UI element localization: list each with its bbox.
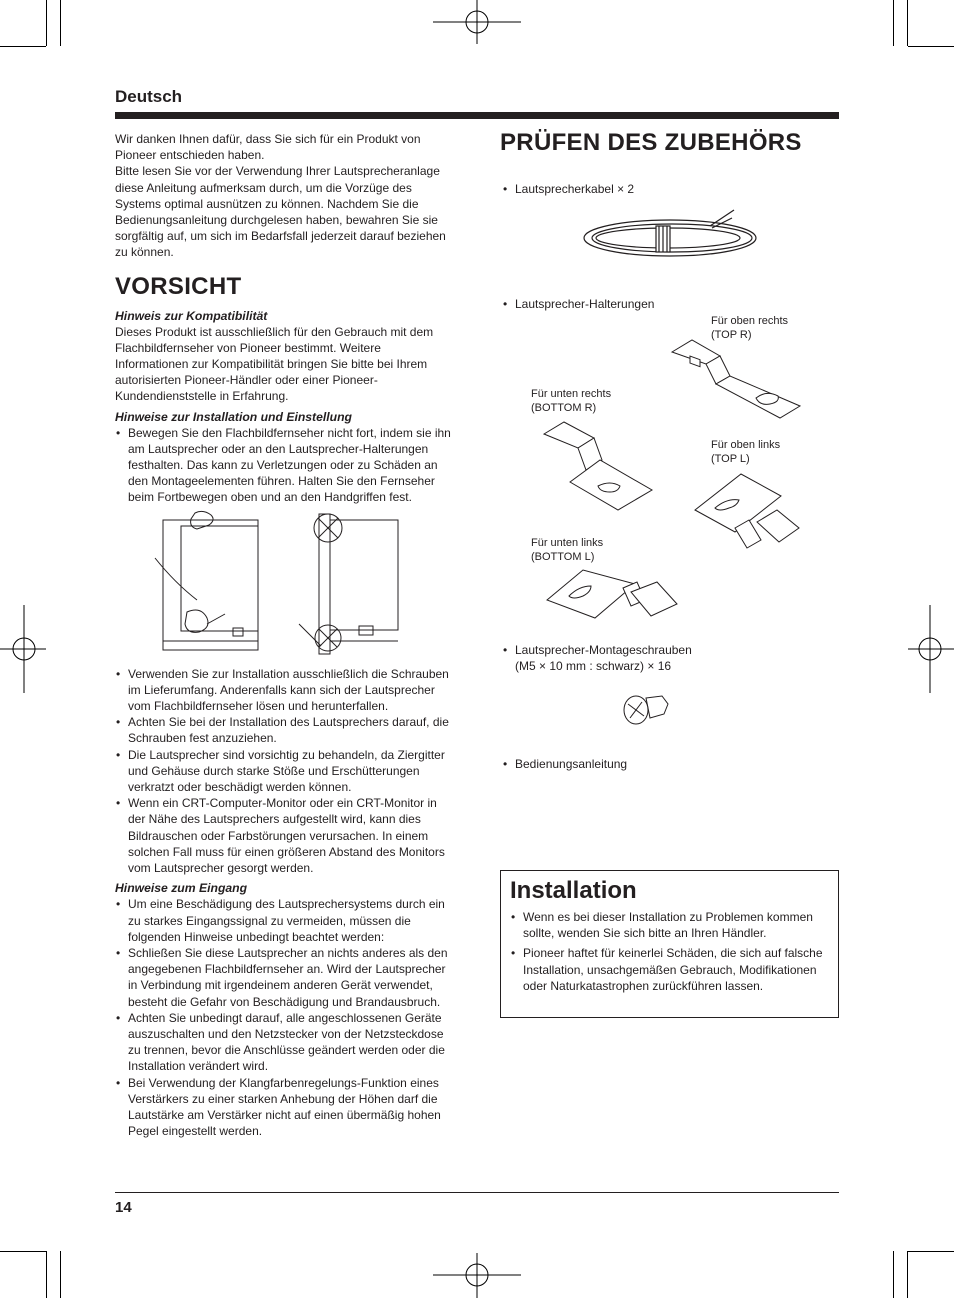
manual-item — [502, 756, 832, 772]
top-r-label: Für oben rechts (TOP R) — [711, 315, 789, 341]
list-item: • Bei Verwendung der Klangfarbenregelungs-Funktion eines Verstärkers zu einer starken Anhebung der Höhen darf die Lautstärke am Verstärker nicht auf einen übermäßig hohen Pegel eingestellt werden. — [115, 1075, 457, 1140]
bracket-bottom-l-icon — [545, 566, 680, 626]
install-list-a — [115, 425, 457, 506]
zubehoer-heading: PRÜFEN DES ZUBEHÖRS — [500, 129, 802, 156]
install-list-b — [115, 666, 457, 877]
left-column — [115, 131, 457, 1139]
screw-icon — [620, 686, 670, 728]
kompat-text: Dieses Produkt ist ausschließlich für den Gebrauch mit dem Flachbildfernseher von Pioneer bestimmt. Weitere Informationen zur Kompatibilität bringen Sie bitte bei Ihrem autorisierten Pioneer-Händler oder einer Pioneer-Kundendienststelle in Erfahrung. — [115, 324, 434, 404]
install-subheading: Hinweise zur Installation und Einstellung — [115, 409, 353, 424]
intro-paragraph-1: Wir danken Ihnen dafür, dass Sie sich für ein Produkt von Pioneer entschieden haben. — [115, 132, 421, 163]
bottom-l-label: Für unten links (BOTTOM L) — [531, 537, 604, 563]
kompat-subheading: Hinweis zur Kompatibilität — [115, 308, 268, 323]
list-item: • Schließen Sie diese Lautsprecher an nichts anderes als den angegebenen Flachbildfernseher an. Wird der Lautsprecher in Verbindung mit irgendeinem anderen Gerät verwendet, besteht die Gefahr von Beschädigung und Brandausbruch. — [115, 945, 457, 1010]
cable-label: • Lautsprecherkabel × 2 — [502, 181, 832, 197]
screws-item — [502, 642, 832, 674]
installation-heading: Installation — [510, 877, 637, 904]
list-item: • Verwenden Sie zur Installation ausschließlich die Schrauben im Lieferumfang. Anderenfalls kann sich der Lautsprecher vom Flachbildfernseher lösen und herunterfallen. — [115, 666, 457, 715]
cable-item — [502, 181, 832, 197]
brackets-item — [502, 296, 702, 312]
list-item: • Wenn ein CRT-Computer-Monitor oder ein CRT-Monitor in der Nähe des Lautsprechers aufgestellt wird, kann dies Bildrauschen oder Farbstörungen verursachen. In einem solchen Fall muss für einen größeren Abstand des Monitors vom Lautsprecher gesorgt werden. — [115, 795, 457, 876]
list-item: • Wenn es bei dieser Installation zu Problemen kommen sollte, wenden Sie sich bitte an Ihren Händler. — [510, 909, 830, 941]
installation-list — [510, 909, 830, 994]
eingang-list — [115, 896, 457, 1139]
list-item: • Pioneer haftet für keinerlei Schäden, die sich auf falsche Installation, unsachgemäßen Gebrauch, Modifikationen oder Naturkatastrophen zurückführen lassen. — [510, 945, 830, 994]
brackets-label: • Lautsprecher-Halterungen — [502, 296, 702, 312]
footer-rule — [115, 1192, 839, 1193]
page-number: 14 — [115, 1199, 132, 1216]
list-item: • Achten Sie bei der Installation des Lautsprechers darauf, die Schrauben fest anzuziehen. — [115, 714, 457, 746]
top-l-label: Für oben links (TOP L) — [711, 439, 781, 465]
speaker-cable-illustration — [580, 206, 770, 266]
tv-handling-illustration — [115, 506, 457, 666]
list-item: • Um eine Beschädigung des Lautsprechersystems durch ein zu starkes Eingangssignal zu vermeiden, müssen die folgenden Hinweise unbedingt beachtet werden: — [115, 896, 457, 945]
bracket-bottom-r-icon — [540, 420, 655, 510]
screws-label: • Lautsprecher-Montageschrauben (M5 × 10 mm : schwarz) × 16 — [502, 642, 832, 674]
vorsicht-heading: VORSICHT — [115, 272, 242, 300]
list-item: • Die Lautsprecher sind vorsichtig zu behandeln, da Ziergitter und Gehäuse durch starke Stöße und Erschütterungen verkratzt oder beschädigt werden können. — [115, 747, 457, 796]
list-item: • Bewegen Sie den Flachbildfernseher nicht fort, indem sie ihn am Lautsprecher oder an den Lautsprecher-Halterungen festhalten. Das kann zu Verletzungen oder zu Schäden an den Montageelementen führen. Halten Sie den Fernseher beim Fortbewegen oben und an den Handgriffen fest. — [115, 425, 457, 506]
manual-label: • Bedienungsanleitung — [502, 756, 832, 772]
bracket-top-l-icon — [693, 470, 803, 548]
language-label: Deutsch — [115, 87, 183, 106]
eingang-subheading: Hinweise zum Eingang — [115, 881, 248, 896]
intro-paragraph-2: Bitte lesen Sie vor der Verwendung Ihrer Lautsprecheranlage diese Anleitung aufmerksam durch, um die Vorzüge des Systems optimal ausnützen zu können. Nachdem Sie die Bedienungsanleitung durchgelesen haben, bewahren Sie sie sorgfältig auf, um sich im Bedarfsfall jederzeit darauf beziehen zu können. — [115, 164, 446, 260]
bracket-top-r-icon — [668, 338, 803, 418]
list-item: • Achten Sie unbedingt darauf, alle angeschlossenen Geräte auszuschalten und den Netzstecker von der Netzsteckdose zu trennen, bevor die Anschlüsse geändert werden oder die Installation verändert wird. — [115, 1010, 457, 1075]
bottom-r-label: Für unten rechts (BOTTOM R) — [531, 388, 612, 414]
installation-box — [500, 870, 839, 1018]
header-rule — [115, 112, 839, 119]
